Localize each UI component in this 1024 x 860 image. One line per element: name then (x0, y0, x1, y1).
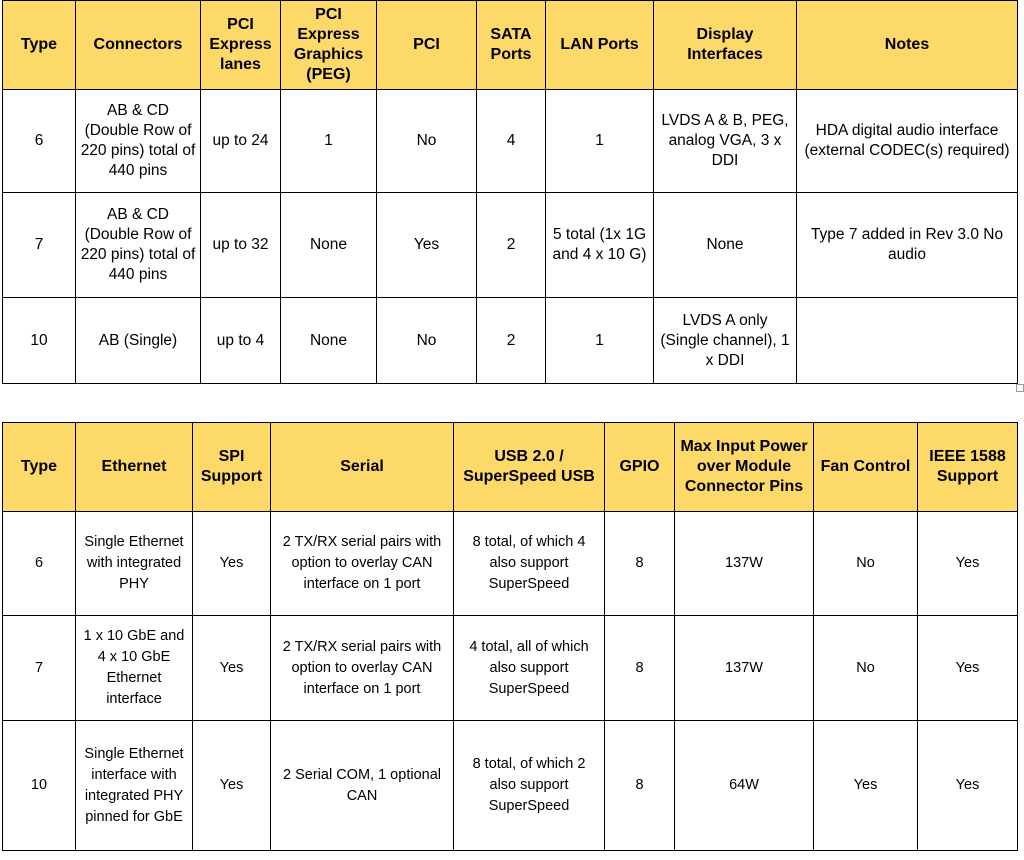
header-cell: Type (3, 423, 76, 512)
table-cell: Yes (918, 512, 1018, 616)
header-cell: Display Interfaces (654, 1, 797, 90)
table-cell: up to 4 (201, 298, 281, 384)
header-cell: SPI Support (193, 423, 271, 512)
table-cell: Yes (814, 721, 918, 851)
header-cell: PCI Express lanes (201, 1, 281, 90)
header-cell: IEEE 1588 Support (918, 423, 1018, 512)
table-cell: Yes (193, 721, 271, 851)
table-row (3, 512, 1018, 616)
header-cell: Connectors (76, 1, 201, 90)
table-cell (797, 298, 1018, 384)
table-cell: Yes (918, 616, 1018, 721)
table-cell: 8 total, of which 2 also support SuperSpeed (454, 721, 605, 851)
table-header-row (3, 1, 1018, 90)
table-cell: 2 TX/RX serial pairs with option to overlay CAN interface on 1 port (271, 616, 454, 721)
table-cell: Yes (193, 512, 271, 616)
table-cell: 4 (477, 90, 546, 193)
table-cell: 1 x 10 GbE and 4 x 10 GbE Ethernet interface (76, 616, 193, 721)
header-cell: GPIO (605, 423, 675, 512)
header-cell: Notes (797, 1, 1018, 90)
table-cell: No (814, 616, 918, 721)
table-cell: 6 (3, 90, 76, 193)
table-cell: None (281, 193, 377, 298)
table-cell: Single Ethernet interface with integrated PHY pinned for GbE (76, 721, 193, 851)
header-cell: PCI (377, 1, 477, 90)
table-cell: LVDS A only (Single channel), 1 x DDI (654, 298, 797, 384)
header-cell: SATA Ports (477, 1, 546, 90)
table-cell: up to 24 (201, 90, 281, 193)
table-cell: LVDS A & B, PEG, analog VGA, 3 x DDI (654, 90, 797, 193)
table-cell: HDA digital audio interface (external CODEC(s) required) (797, 90, 1018, 193)
table-cell: 64W (675, 721, 814, 851)
table-row (3, 616, 1018, 721)
table-cell: 8 (605, 721, 675, 851)
table-cell: 8 (605, 616, 675, 721)
table-cell: Yes (193, 616, 271, 721)
table-cell: 2 TX/RX serial pairs with option to overlay CAN interface on 1 port (271, 512, 454, 616)
header-cell: Max Input Power over Module Connector Pins (675, 423, 814, 512)
table-cell: AB & CD (Double Row of 220 pins) total of 440 pins (76, 193, 201, 298)
module-features-table (2, 422, 1018, 851)
table-cell: None (281, 298, 377, 384)
table-cell: up to 32 (201, 193, 281, 298)
table-cell: 137W (675, 616, 814, 721)
table-cell: 2 Serial COM, 1 optional CAN (271, 721, 454, 851)
table-cell: Single Ethernet with integrated PHY (76, 512, 193, 616)
header-cell: Type (3, 1, 76, 90)
table-row (3, 721, 1018, 851)
table-cell: No (377, 298, 477, 384)
table-cell: 4 total, all of which also support SuperSpeed (454, 616, 605, 721)
table-cell: 10 (3, 298, 76, 384)
table-cell: 2 (477, 193, 546, 298)
table-cell: 7 (3, 193, 76, 298)
header-cell: Ethernet (76, 423, 193, 512)
table-resize-handle[interactable] (1016, 384, 1024, 392)
header-cell: USB 2.0 / SuperSpeed USB (454, 423, 605, 512)
table-cell: No (814, 512, 918, 616)
table-cell: 5 total (1x 1G and 4 x 10 G) (546, 193, 654, 298)
table-cell: 1 (281, 90, 377, 193)
table-cell: 137W (675, 512, 814, 616)
table-cell: Yes (377, 193, 477, 298)
header-cell: PCI Express Graphics (PEG) (281, 1, 377, 90)
header-cell: Serial (271, 423, 454, 512)
table-cell: 8 (605, 512, 675, 616)
table-cell: No (377, 90, 477, 193)
table-cell: Yes (918, 721, 1018, 851)
table-cell: None (654, 193, 797, 298)
table-row (3, 298, 1018, 384)
header-cell: Fan Control (814, 423, 918, 512)
table-cell: 1 (546, 90, 654, 193)
table-cell: 7 (3, 616, 76, 721)
table-row (3, 193, 1018, 298)
table-cell: 6 (3, 512, 76, 616)
table-cell: 8 total, of which 4 also support SuperSpeed (454, 512, 605, 616)
table-header-row (3, 423, 1018, 512)
header-cell: LAN Ports (546, 1, 654, 90)
connector-types-table (2, 0, 1018, 384)
table-cell: Type 7 added in Rev 3.0 No audio (797, 193, 1018, 298)
table-cell: AB (Single) (76, 298, 201, 384)
table-row (3, 90, 1018, 193)
table-cell: 2 (477, 298, 546, 384)
table-cell: 10 (3, 721, 76, 851)
table-cell: 1 (546, 298, 654, 384)
table-cell: AB & CD (Double Row of 220 pins) total of 440 pins (76, 90, 201, 193)
